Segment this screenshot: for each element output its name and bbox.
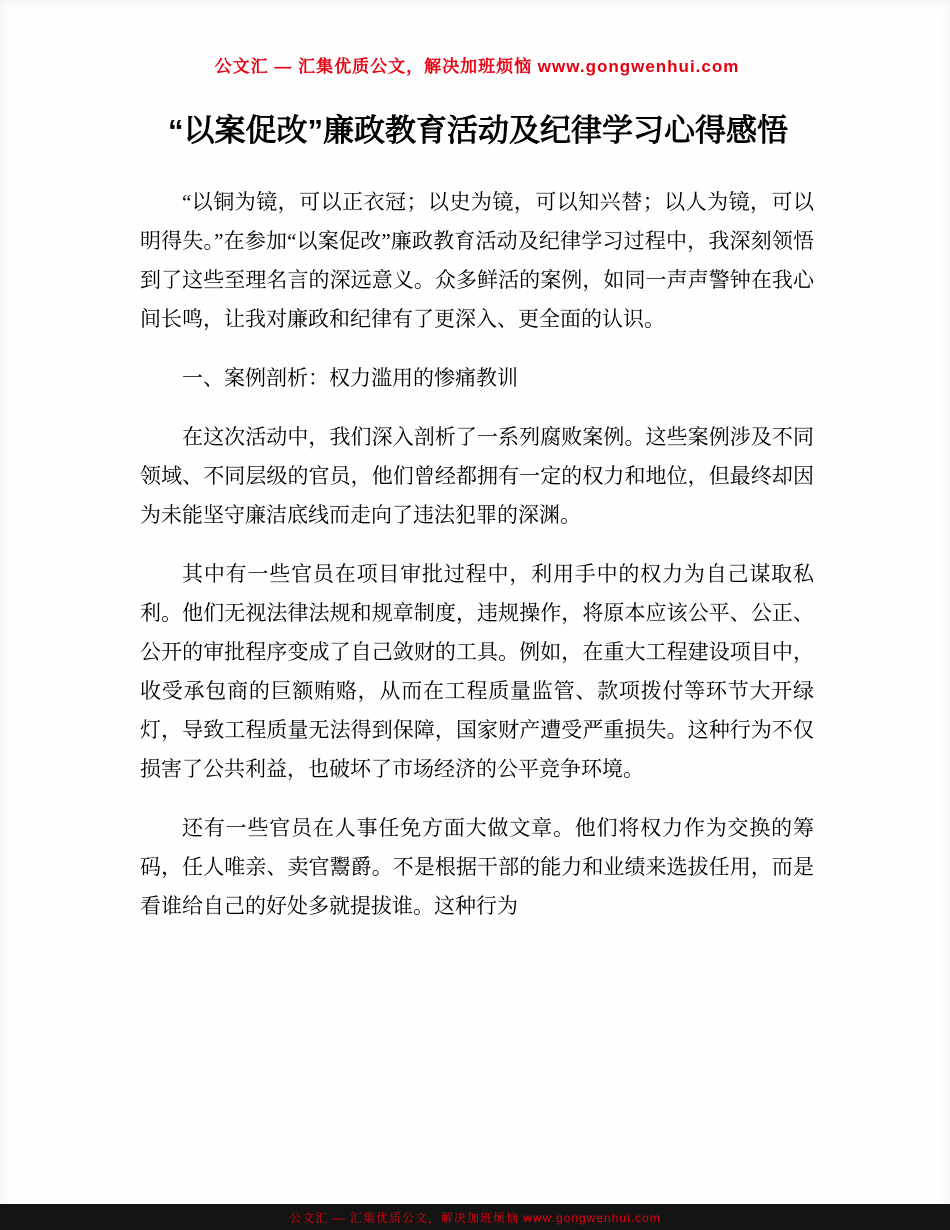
section-heading-case-analysis: 一、案例剖析：权力滥用的惨痛教训	[182, 367, 518, 390]
watermark-footer-text: 公文汇 — 汇集优质公文，解决加班烦恼 www.gongwenhui.com	[289, 1210, 661, 1225]
paragraph-project-approval: 其中有一些官员在项目审批过程中，利用手中的权力为自己谋取私利。他们无视法律法规和规章制度，违规操作，将原本应该公平、公正、公开的审批程序变成了自己敛财的工具。例如，在重大工程建设项目中，收受承包商的巨额贿赂，从而在工程质量监管、款项拨付等环节大开绿灯，导致工程质量无法得到保障，国家财产遭受严重损失。这种行为不仅损害了公共利益，也破坏了市场经济的公平竞争环境。	[140, 562, 814, 781]
paragraph-case-overview: 在这次活动中，我们深入剖析了一系列腐败案例。这些案例涉及不同领域、不同层级的官员，他们曾经都拥有一定的权力和地位，但最终却因为未能坚守廉洁底线而走向了违法犯罪的深渊。	[140, 425, 814, 527]
watermark-header: 公文汇 — 汇集优质公文，解决加班烦恼 www.gongwenhui.com	[214, 57, 740, 76]
watermark-footer-bar	[0, 1204, 950, 1230]
paragraph-intro: “以铜为镜，可以正衣冠；以史为镜，可以知兴替；以人为镜，可以明得失。”在参加“以案促改”廉政教育活动及纪律学习过程中，我深刻领悟到了这些至理名言的深远意义。众多鲜活的案例，如同一声声警钟在我心间长鸣，让我对廉政和纪律有了更深入、更全面的认识。	[140, 190, 814, 331]
page-title: “以案促改”廉政教育活动及纪律学习心得感悟	[168, 113, 788, 148]
paragraph-personnel-appointment: 还有一些官员在人事任免方面大做文章。他们将权力作为交换的筹码，任人唯亲、卖官鬻爵。不是根据干部的能力和业绩来选拔任用，而是看谁给自己的好处多就提拔谁。这种行为	[140, 816, 814, 918]
